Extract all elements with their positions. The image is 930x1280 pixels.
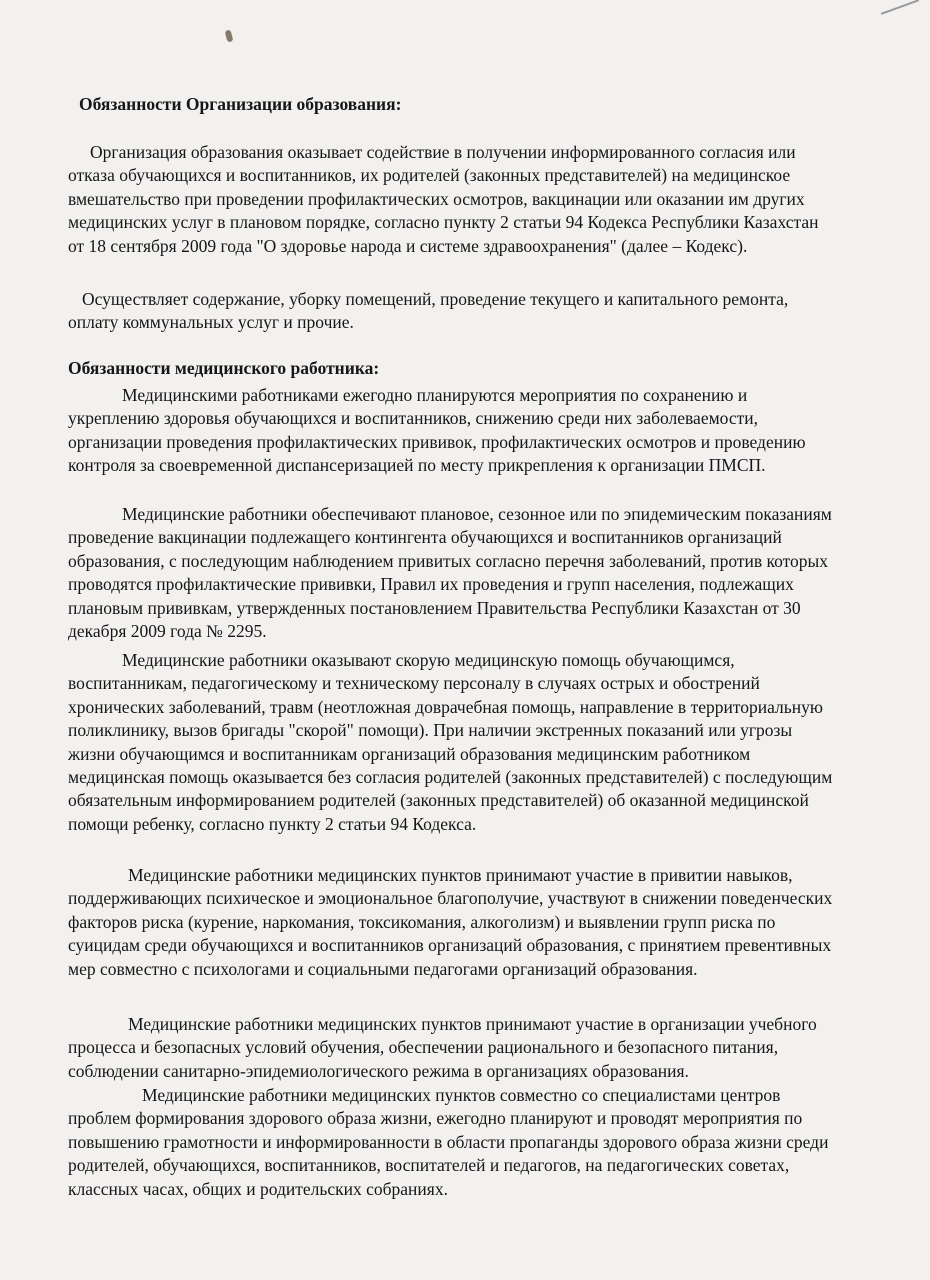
paragraph-learning-safety: Медицинские работники медицинских пунктов принимают участие в организации учебного процесса и безопасных условий обучения, обеспечении рационального и безопасного питания, соблюдении санитарно-эпидемиологического режима в организациях образования.: [68, 1014, 817, 1081]
section-title-organization-duties: Обязанности Организации образования:: [79, 94, 402, 114]
paragraph-planning: Медицинскими работниками ежегодно планируются мероприятия по сохранению и укреплению здоровья обучающихся и воспитанников, снижению среди них заболеваемости, организации проведения профилактических прививок, профилактических осмотров и проведению контроля за своевременной диспансеризацией по месту прикрепления к организации ПМСП.: [68, 385, 806, 476]
paragraph-emergency-care: Медицинские работники оказывают скорую медицинскую помощь обучающимся, воспитанникам, педагогическому и техническому персоналу в случаях острых и обострений хронических заболеваний, травм (неотложная доврачебная помощь, направление в территориальную поликлинику, вызов бригады "скорой" помощи). При наличии экстренных показаний или угрозы жизни обучающимся и воспитанникам организаций образования медицинским работником медицинская помощь оказывается без согласия родителей (законных представителей) с последующим обязательным информированием родителей (законных представителей) об оказанной медицинской помощи ребенку, согласно пункту 2 статьи 94 Кодекса.: [68, 650, 833, 834]
pen-stroke: [881, 0, 919, 15]
paragraph-maintenance: Осуществляет содержание, уборку помещений, проведение текущего и капитального ремонта, оплату коммунальных услуг и прочие.: [68, 289, 789, 333]
paragraph-consent: Организация образования оказывает содействие в получении информированного согласия или отказа обучающихся и воспитанников, их родителей (законных представителей) на медицинское вмешательство при проведении профилактических осмотров, вакцинации или оказании им других медицинских услуг в плановом порядке, согласно пункту 2 статьи 94 Кодекса Республики Казахстан от 18 сентября 2009 года "О здоровье народа и системе здравоохранения" (далее – Кодекс).: [68, 142, 819, 256]
ink-spot: [225, 29, 234, 42]
section-title-medical-worker-duties: Обязанности медицинского работника:: [68, 358, 380, 378]
paragraph-vaccination: Медицинские работники обеспечивают плановое, сезонное или по эпидемическим показаниям проведение вакцинации подлежащего контингента обучающихся и воспитанников организаций образования, с последующим наблюдением привитых согласно перечня заболеваний, против которых проводятся профилактические прививки, Правил их проведения и групп населения, подлежащих плановым прививкам, утвержденных постановлением Правительства Республики Казахстан от 30 декабря 2009 года № 2295.: [68, 504, 832, 642]
paragraph-healthy-lifestyle: Медицинские работники медицинских пунктов совместно со специалистами центров проблем формирования здорового образа жизни, ежегодно планируют и проводят мероприятия по повышению грамотности и информированности в области пропаганды здорового образа жизни среди родителей, обучающихся, воспитанников, воспитателей и педагогов, на педагогических советах, классных часах, общих и родительских собраниях.: [68, 1085, 829, 1199]
paragraph-risk-prevention: Медицинские работники медицинских пунктов принимают участие в привитии навыков, поддерживающих психическое и эмоциональное благополучие, участвуют в снижении поведенческих факторов риска (курение, наркомания, токсикомания, алкоголизм) и выявлении групп риска по суицидам среди обучающихся и воспитанников организаций образования, с принятием превентивных мер совместно с психологами и социальными педагогами организаций образования.: [68, 865, 833, 979]
